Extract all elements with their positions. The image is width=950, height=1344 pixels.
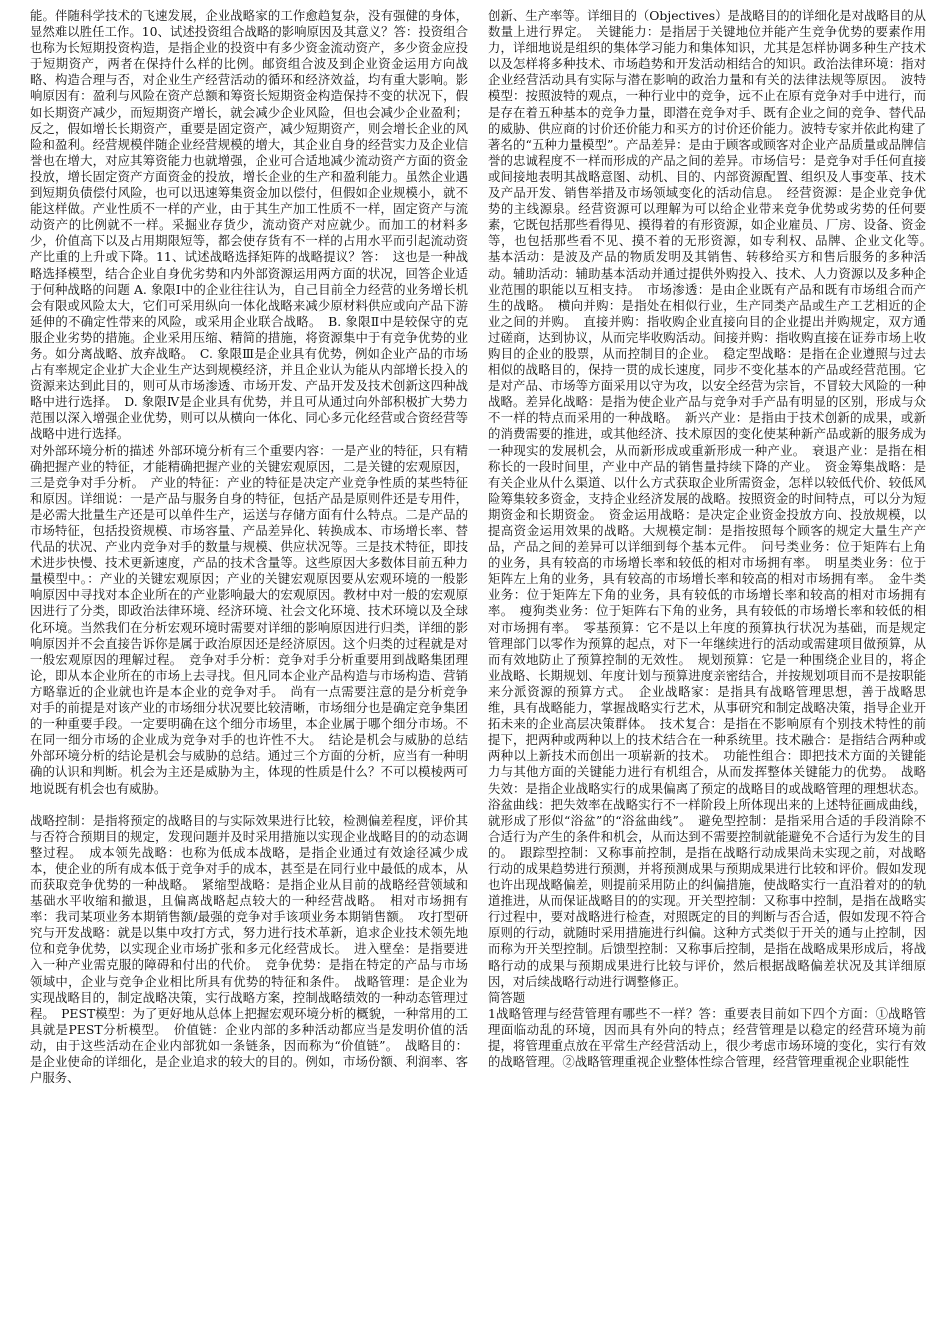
left-column xyxy=(30,8,468,1344)
paragraph-gap xyxy=(30,797,468,813)
text-paragraph: 能。伴随科学技术的飞速发展，企业战略家的工作愈趋复杂，没有强健的身体，显然难以胜任工作。10、试述投资组合战略的影响原因及其意义？答：投资组合也称为长短期投资构造，是指企业的投资中有多少资金流动资产，多少资金应投于短期资产，两者在保持什么样的比例。邮资组合波及到企业资金运用方向战略、构造合理与否，对企业生产经营活动的循环和经济效益，均有重大影响。影响原因有：盈利与风险在资产总额和筹资长短期资金构造保持不变的状况下，假如长期资产减少，而短期资产增长，就会减少企业风险，但也会减少企业盈利；反之，假如增长长期资产，重要是固定资产，减少短期资产，则会增长企业的风险和盈利。经营规模伴随企业经营规模的增大，其企业自身的经营实力及企业信誉也在增大，对应其筹资能力也就增强，企业可合适地减少流动资产方面的资金投放，增长固定资产方面资金的投放，增长企业的生产和盈利能力。虽然企业遇到短期负债偿付风险，也可以迅速筹集资金加以偿付，但假如企业规模小，就不能这样做。产业性质不一样的产业，由于其生产加工性质不一样，固定资产与流动资产的比例就不一样。采掘业存货少，流动资产对应就少。而加工的材料多少，价值高下以及占用期限短等，都会使存货有不一样的占用水平而引起流动资产比重的上升或下降。11、试述战略选择矩阵的战略提议？答： 这也是一种战略选择模型，结合企业自身优劣势和内外部资源运用两方面的状况，回答企业适于何种战略的问题 A. 象限Ⅰ中的企业往往认为，自己目前全力经营的业务增长机会有限或风险太大，它们可采用纵向一体化战略来减少原材料供应或向产品下游延伸的不确定性带来的风险，或采用企业联合战略。 B. 象限Ⅱ中是较保守的克服企业劣势的措施。企业采用压缩、精简的措施，将资源集中于有竞争优势的业务。如分离战略、放弃战略。 C. 象限Ⅲ是企业具有优势，例如企业产品的市场占有率规定企业扩大企业生产达到规模经济，并且企业认为能从内部增长投入的资源来达到此目的，则可从市场渗透、市场开发、产品开发及技术创新这四种战略中进行选择。 D. 象限Ⅳ是企业具有优势，并且可从通过向外部积极扩大势力范围以深入增强企业优势，则可以从横向一体化、同心多元化经营或合资经营等战略中进行选择。 xyxy=(30,8,468,442)
section-heading: 简答题 xyxy=(488,989,526,1005)
text-paragraph: 对外部环境分析的描述 外部环境分析有三个重要内容：一是产业的特征，只有精确把握产业的特征，才能精确把握产业的关键宏观原因，二是关键的宏观原因，三是竞争对手分析。 产业的特征：产业的特征是决定产业竞争性质的某些特征和原因。详细说：一是产品与服务自身的特征，包括产品是原则件还是专用件，是必需大批量生产还是可以单件生产，运送与存储方面有什么特点。二是产品的市场特征，包括投资规模、市场容量、产品差异化、转换成本、市场增长率、替代品的状况、产业内竞争对手的数量与规模、供应状况等。三是技术特征，即技术进步快慢、技术更新速度，产品的技术含量等。这些原因大多数体目前五种力量模型中。：产业的关键宏观原因；产业的关键宏观原因要从宏观环境的一般影响原因中寻找对本企业所在的产业影响最大的宏观原因。教材中对一般的宏观原因进行了分类，即政治法律环境、经济环境、社会文化环境、技术环境以及全球化环境。当然我们在分析宏观环境时需要对详细的影响原因进行归类，详细的影响原因并不会直接告诉你是属于政治原因还是经济原因。这个归类的过程就是对一般宏观原因的理解过程。 竞争对手分析：竞争对手分析重要用到战略集团理论，即从本企业所在的市场上去寻找。但凡同本企业产品构造与市场构造、营销方略靠近的企业就也许是本企业的竞争对手。 尚有一点需要注意的是分析竞争对手的前提是对该产业的市场细分状况要比较清晰，市场细分也是确定竞争集团的一种重要手段。一定要明确在这个细分市场里，本企业属于哪个细分市场。不在同一细分市场的企业成为竞争对手的也许性不大。 结论是机会与威胁的总结 外部环境分析的结论是机会与威胁的总结。通过三个方面的分析，应当有一种明确的认识和判断。机会为主还是威胁为主，体现的性质是什么？不可以模棱两可地说既有机会也有威胁。 xyxy=(30,442,468,796)
right-column xyxy=(488,8,939,1344)
text-paragraph: 1战略管理与经营管理有哪些不一样？答：重要表目前如下四个方面：①战略管理面临动乱的环境，因而具有外向的特点；经营管理是以稳定的经营环境为前提，将管理重点放在平常生产经营活动上，很少考虑市场环境的变化，实行有效的战略管理。②战略管理重视企业整体性综合管理，经营管理重视企业职能性 xyxy=(488,1005,926,1070)
text-paragraph: 战略控制：是指将预定的战略目的与实际效果进行比较，检测偏差程度，评价其与否符合预期目的规定，发现问题并及时采用措施以实现企业战略目的的动态调整过程。 成本领先战略：也称为低成本战略，是指企业通过有效途径减少成本，使企业的所有成本低于竞争对手的成本，甚至是在同行业中最低的成本，从而获取竞争优势的一种战略。 紧缩型战略：是指企业从目前的战略经营领域和基础水平收缩和撤退，且偏离战略起点较大的一种经营战略。 相对市场拥有率：我司某项业务本期销售额/最强的竞争对手该项业务本期销售额。 攻打型研究与开发战略：就是以集中攻打方式，努力进行技术革新，追求企业技术领先地位和竞争优势，以实现企业市场扩张和多元化经营成长。 进入壁垒：是指要进入一种产业需克服的障碍和付出的代价。 竞争优势：是指在特定的产品与市场领域中，企业与竞争企业相比所具有优势的特征和条件。 战略管理：是企业为实现战略目的，制定战略决策，实行战略方案，控制战略绩效的一种动态管理过程。 PEST模型：为了更好地从总体上把握宏观环境分析的概貌，一种常用的工具就是PEST分析模型。 价值链：企业内部的多种活动都应当是发明价值的活动，由于这些活动在企业内部犹如一条链条，因而称为“价值链”。 战略目的：是企业使命的详细化，是企业追求的较大的目的。例如，市场份额、利润率、客户服务、 xyxy=(30,812,468,1086)
text-paragraph: 创新、生产率等。详细目的（Objectives）是战略目的的详细化是对战略目的从数量上进行界定。 关键能力：是指居于关键地位并能产生竞争优势的要素作用力，详细地说是组织的集体学习能力和集体知识，尤其是怎样协调多种生产技术以及怎样将多种技术、市场趋势和开发活动相结合的知识。政治法律环境：指对企业经营活动具有实际与潜在影响的政治力量和有关的法律法规等原因。 波特模型：按照波特的观点，一种行业中的竞争，远不止在原有竞争对手中进行，而是存在着五种基本的竞争力量，即潜在竞争对手、既有企业之间的竞争、替代品的威胁、供应商的讨价还价能力和买方的讨价还价能力。波特专家并依此构建了著名的“五种力量模型”。产品差异：是由于顾客或顾客对企业产品质量或品牌信誉的忠诚程度不一样而形成的产品之间的差异。市场信号：是竞争对手任何直接或间接地表明其战略意图、动机、目的、内部资源配置、组织及人事变革、技术及产品开发、销售举措及市场领域变化的活动信息。 经营资源：是企业竞争优势的主线源泉。经营资源可以理解为可以给企业带来竞争优势或劣势的任何要素，它既包括那些看得见、摸得着的有形资源，如企业雇员、厂房、设备、资金等，也包括那些看不见、摸不着的无形资源，如专利权、品牌、企业文化等。 基本活动：是波及产品的物质发明及其销售、转移给买方和售后服务的多种活动。辅助活动：辅助基本活动并通过提供外购投入、技术、人力资源以及多种企业范围的职能以互相支持。 市场渗透：是由企业既有产品和既有市场组合而产生的战略。 横向并购：是指处在相似行业，生产同类产品或生产工艺相近的企业之间的并购。 直接并购：指收购企业直接向目的企业提出并购规定，双方通过磋商，达到协议，从而完毕收购活动。间接并购：指收购直接在证券市场上收购目的企业的股票，从而控制目的企业。 稳定型战略：是指在企业遵照与过去相似的战略目的，保持一贯的成长速度，同步不变化基本的产品或经营范围。它是对产品、市场等方面采用以守为攻，以安全经营为宗旨，不冒较大风险的一种战略。差异化战略：是指为使企业产品与竞争对手产品有明显的区别，形成与众不一样的特点而采用的一种战略。 新兴产业：是指由于技术创新的成果，或新的消费需要的推进，或其他经济、技术原因的变化使某种新产品或新的服务成为一种现实的发展机会，从而新形成或重新形成一种产业。 衰退产业：是指在相称长的一段时间里，产业中产品的销售量持续下降的产业。 资金筹集战略：是有关企业从什么渠道、以什么方式获取企业所需资金，怎样以较低代价、较低风险筹集较多资金，支持企业经济发展的战略。按照资金的时间特点，可以分为短期资金和长期资金。 资金运用战略：是决定企业资金投放方向、投放规模，以提高资金运用效果的战略。大规模定制：是指按照每个顾客的规定大量生产产品，产品之间的差异可以详细到每个基本元件。 问号类业务：位于矩阵右上角的业务，具有较高的市场增长率和较低的相对市场拥有率。 明星类业务：位于矩阵左上角的业务，具有较高的市场增长率和较高的相对市场拥有率。 金牛类业务：位于矩阵左下角的业务，具有较低的市场增长率和较高的相对市场拥有率。 瘦狗类业务：位于矩阵右下角的业务，具有较低的市场增长率和较低的相对市场拥有率。 零基预算：它不是以上年度的预算执行状况为基础，而是规定管理部门以零作为预算的起点，对下一年继续进行的活动或需建项目做预算，从而有效地防止了预算控制的无效性。 规划预算：它是一种围绕企业目的，将企业战略、长期规划、年度计划与预算进度亲密结合，并按规划项目而不是按职能来分派资源的预算方式。 企业战略家：是指具有战略管理思想，善于战略思维，具有战略能力，掌握战略实行艺术，从事研究和制定战略决策，指导企业开拓未来的企业高层决策群体。 技术复合：是指在不影响原有个别技术特性的前提下，把两种或两种以上的技术结合在一种系统里。技术融合：是指结合两种或两种以上新技术而创出一项崭新的技术。 功能性组合：即把技术方面的关键能力与其他方面的关键能力进行有机组合，从而发挥整体关键能力的优势。 战略失效：是指企业战略实行的成果偏离了预定的战略目的或战略管理的理想状态。浴盆曲线：把失效率在战略实行不一样阶段上所体现出来的上述特征画成曲线，就形成了形似“浴盆”的“浴盆曲线”。 避免型控制：是指采用合适的手段消除不合适行为产生的条件和机会，从而达到不需要控制就能避免不合适行为发生的目的。 跟踪型控制：又称事前控制，是指在战略行动成果尚未实现之前，对战略行动的成果趋势进行预测，并将预测成果与预期成果进行比较和评价。假如发现也许出现战略偏差，则提前采用防止的纠偏措施，使战略实行一直沿着对的的轨道推进，从而保证战略目的的实现。开关型控制：又称事中控制，是指在战略实行过程中，要对战略进行检查，对照既定的目的判断与否合适，假如发现不符合原则的行动，就随时采用措施进行纠偏。这种方式类似于开关的通与止控制，因而称为开关型控制。后馈型控制：又称事后控制，是指在战略成果形成后，将战略行动的成果与预期成果进行比较与评价，然后根据战略偏差状况及其详细原因，对后续战略行动进行调整修正。 xyxy=(488,8,939,989)
